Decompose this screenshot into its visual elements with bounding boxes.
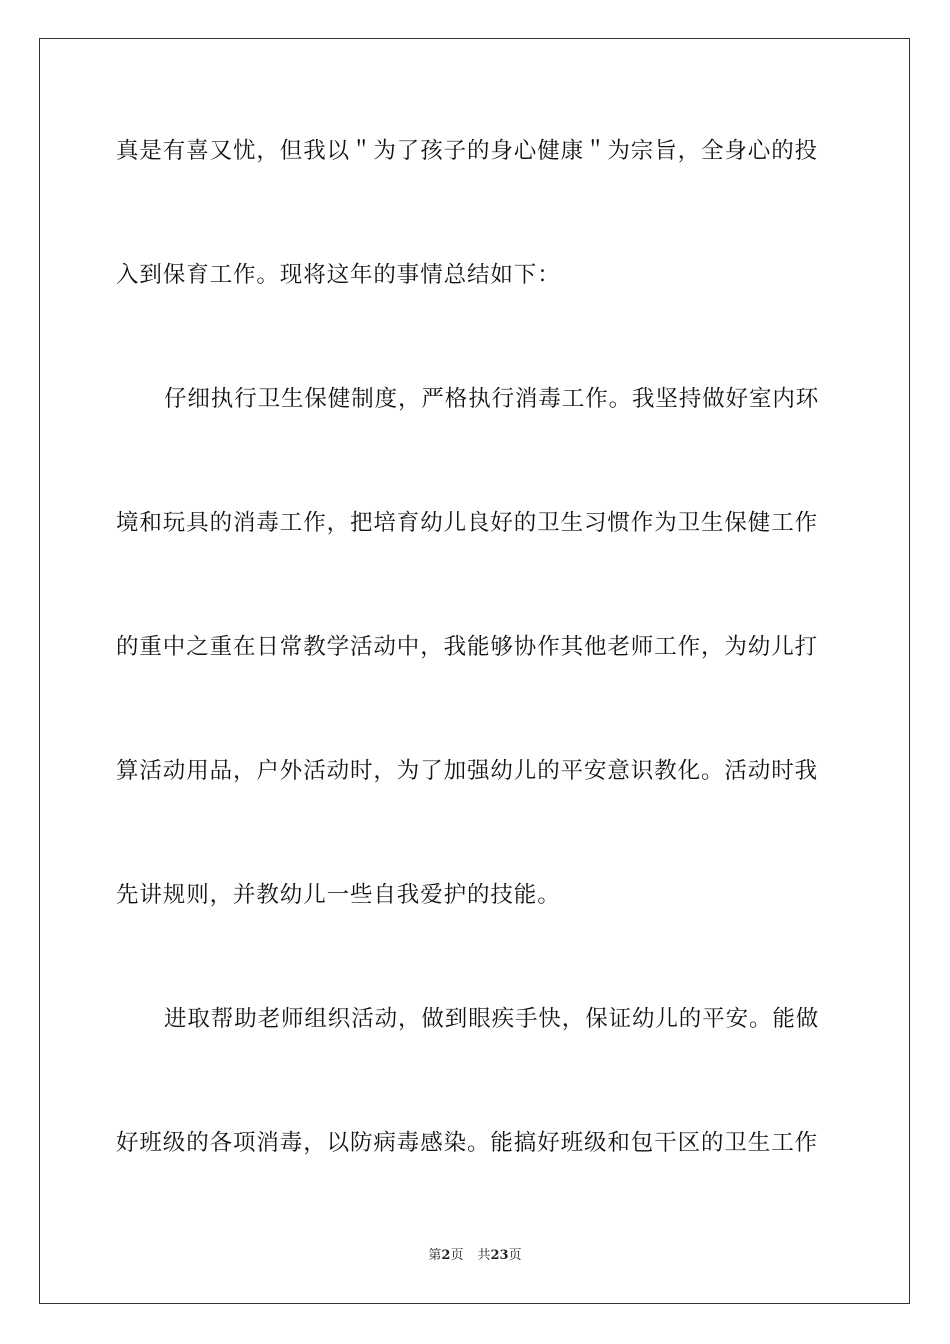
page-footer bbox=[0, 1246, 950, 1266]
paragraph-first-line: 进取帮助老师组织活动，做到眼疾手快，保证幼儿的平安。能做 bbox=[164, 1006, 820, 1032]
page-suffix: 页 bbox=[450, 1248, 464, 1263]
body-text-line: 先讲规则，并教幼儿一些自我爱护的技能。 bbox=[116, 882, 561, 908]
page-number: 2 bbox=[441, 1248, 451, 1263]
body-text-line: 好班级的各项消毒，以防病毒感染。能搞好班级和包干区的卫生工作 bbox=[116, 1130, 819, 1156]
body-text-line: 真是有喜又忧，但我以＂为了孩子的身心健康＂为宗旨，全身心的投 bbox=[116, 138, 819, 164]
paragraph-first-line: 仔细执行卫生保健制度，严格执行消毒工作。我坚持做好室内环 bbox=[164, 386, 820, 412]
page-border bbox=[39, 38, 910, 1304]
body-text-line: 的重中之重在日常教学活动中，我能够协作其他老师工作，为幼儿打 bbox=[116, 634, 819, 660]
total-prefix: 共 bbox=[477, 1248, 491, 1263]
total-pages: 23 bbox=[490, 1248, 509, 1263]
body-text-line: 入到保育工作。现将这年的事情总结如下： bbox=[116, 262, 561, 288]
body-text-line: 境和玩具的消毒工作，把培育幼儿良好的卫生习惯作为卫生保健工作 bbox=[116, 510, 819, 536]
total-suffix: 页 bbox=[508, 1248, 522, 1263]
body-text-line: 算活动用品，户外活动时，为了加强幼儿的平安意识教化。活动时我 bbox=[116, 758, 819, 784]
page-prefix: 第 bbox=[428, 1248, 442, 1263]
